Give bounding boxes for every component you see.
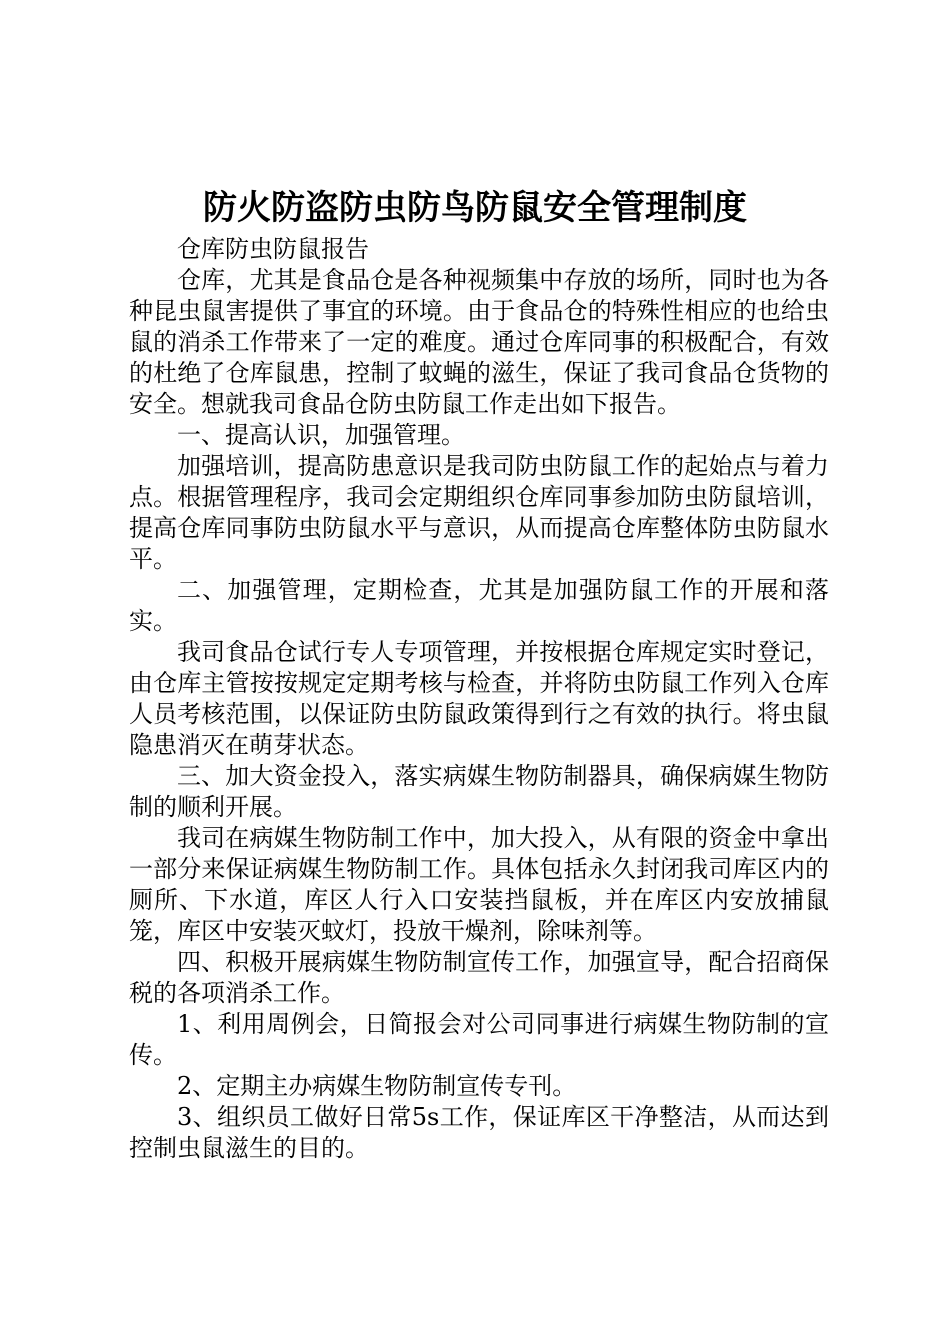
paragraph-investment: 我司在病媒生物防制工作中，加大投入，从有限的资金中拿出一部分来保证病媒生物防制工作。具体包括永久封闭我司库区内的厕所、下水道，库区人行入口安装挡鼠板，并在库区内安放捕鼠笼，库区中安装灭蚊灯，投放干燥剂，除味剂等。 <box>129 824 829 945</box>
list-item-1: 1、利用周例会，日简报会对公司同事进行病媒生物防制的宣传。 <box>129 1010 829 1069</box>
document-title: 防火防盗防虫防鸟防鼠安全管理制度 <box>203 188 747 228</box>
section-heading-1: 一、提高认识，加强管理。 <box>177 421 465 449</box>
paragraph-management: 我司食品仓试行专人专项管理，并按根据仓库规定实时登记，由仓库主管按按规定定期考核与检查，并将防虫防鼠工作列入仓库人员考核范围，以保证防虫防鼠政策得到行之有效的执行。将虫鼠隐患消灭在萌芽状态。 <box>129 638 829 759</box>
list-item-3: 3、组织员工做好日常5s工作，保证库区干净整洁，从而达到控制虫鼠滋生的目的。 <box>129 1103 829 1162</box>
paragraph-report-heading: 仓库防虫防鼠报告 <box>177 235 369 263</box>
document-body <box>129 234 829 1164</box>
section-heading-2: 二、加强管理，定期检查，尤其是加强防鼠工作的开展和落实。 <box>129 576 829 635</box>
paragraph-training: 加强培训，提高防患意识是我司防虫防鼠工作的起始点与着力点。根据管理程序，我司会定期组织仓库同事参加防虫防鼠培训，提高仓库同事防虫防鼠水平与意识，从而提高仓库整体防虫防鼠水平。 <box>129 452 829 573</box>
list-item-2: 2、定期主办病媒生物防制宣传专刊。 <box>177 1072 577 1100</box>
section-heading-3: 三、加大资金投入，落实病媒生物防制器具，确保病媒生物防制的顺利开展。 <box>129 762 829 821</box>
section-heading-4: 四、积极开展病媒生物防制宣传工作，加强宣导，配合招商保税的各项消杀工作。 <box>129 948 829 1007</box>
paragraph-intro: 仓库，尤其是食品仓是各种视频集中存放的场所，同时也为各种昆虫鼠害提供了事宜的环境。由于食品仓的特殊性相应的也给虫鼠的消杀工作带来了一定的难度。通过仓库同事的积极配合，有效的杜绝了仓库鼠患，控制了蚊蝇的滋生，保证了我司食品仓货物的安全。想就我司食品仓防虫防鼠工作走出如下报告。 <box>129 266 829 418</box>
